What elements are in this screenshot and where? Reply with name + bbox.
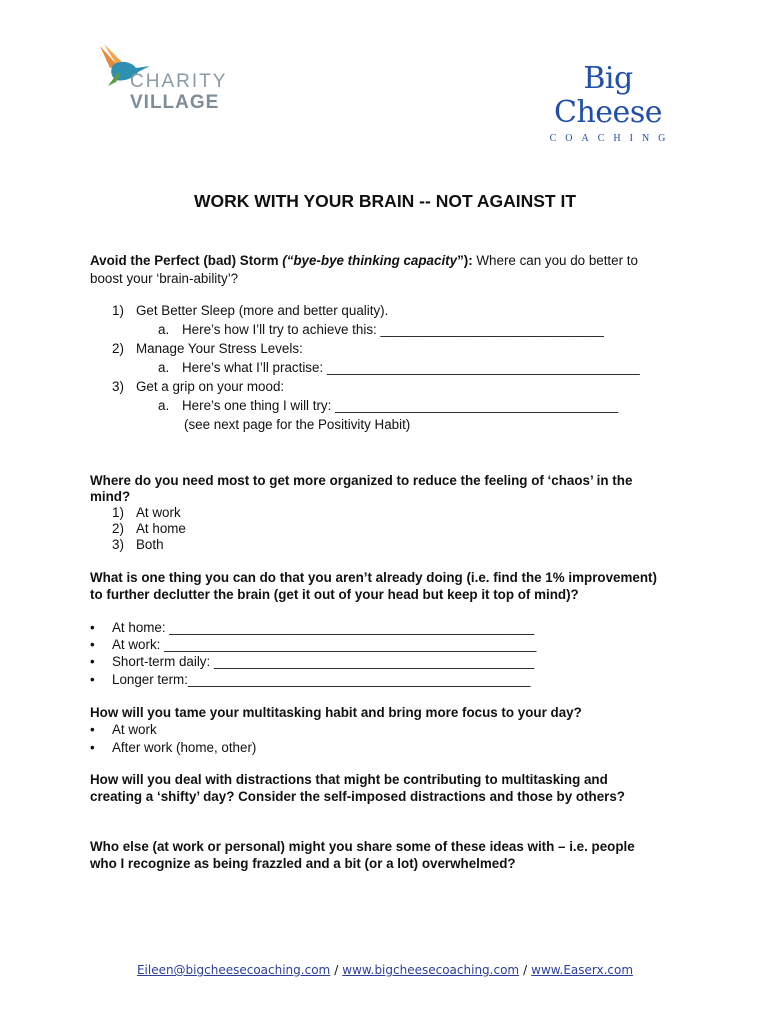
section4-question: How will you tame your multitasking habit and bring more focus to your day? (90, 705, 582, 720)
list-item-text: Both (136, 537, 164, 552)
list-item-text: Manage Your Stress Levels: (136, 341, 303, 356)
section6-question-line2: who I recognize as being frazzled and a bit (or a lot) overwhelmed? (90, 856, 516, 871)
bullet-icon: • (90, 620, 95, 635)
bullet-icon: • (90, 722, 95, 737)
sub-item-text: Here’s what I’ll practise: __________________________________________ (182, 360, 640, 375)
list-number: 1) (112, 505, 124, 520)
bullet-item: Longer term:______________________________________________ (112, 672, 531, 687)
bullet-item: At home: _________________________________________________ (112, 620, 535, 635)
page-title: WORK WITH YOUR BRAIN -- NOT AGAINST IT (193, 191, 577, 211)
footer-separator: / (334, 963, 339, 977)
email-link[interactable]: Eileen@bigcheesecoaching.com (136, 963, 331, 977)
section6-question-line1: Who else (at work or personal) might you share some of these ideas with – i.e. people (90, 839, 635, 854)
charity-village-logo (96, 42, 226, 116)
sub-number: a. (158, 360, 170, 375)
bullet-item: Short-term daily: ___________________________________________ (112, 654, 535, 669)
section1-lead-italic: (“bye-bye thinking capacity (282, 253, 458, 268)
list-item-text: Get Better Sleep (more and better quality). (136, 303, 389, 318)
section5-question-line1: How will you deal with distractions that might be contributing to multitasking and (90, 772, 608, 787)
big-cheese-name: Big Cheese (554, 61, 662, 130)
footer-separator: / (523, 963, 528, 977)
bullet-icon: • (90, 637, 95, 652)
positivity-note: (see next page for the Positivity Habit) (184, 417, 411, 432)
big-cheese-logo (528, 61, 688, 144)
easerx-website-link[interactable]: www.Easerx.com (531, 963, 634, 977)
section1-question-line1 (90, 252, 638, 269)
section1-lead-bold-end: ”): (457, 253, 473, 268)
list-number: 2) (112, 521, 124, 536)
section1-lead-bold: Avoid the Perfect (bad) Storm (90, 253, 283, 268)
sub-item-text: Here’s how I’ll try to achieve this: ______________________________ (182, 322, 604, 337)
list-item-text: At work (136, 505, 181, 520)
section3-question-line1: What is one thing you can do that you aren’t already doing (i.e. find the 1% improvement) (90, 570, 657, 585)
section2-question-line2: mind? (90, 489, 131, 504)
sub-number: a. (158, 322, 170, 337)
section1-question-line2: boost your ‘brain-ability’? (90, 271, 239, 286)
list-number: 3) (112, 537, 124, 552)
footer-links (0, 962, 770, 979)
sub-number: a. (158, 398, 170, 413)
big-cheese-sub: COACHING (549, 133, 675, 144)
list-number: 1) (112, 303, 124, 318)
bullet-item: At work (112, 722, 157, 737)
section3-question-line2: to further declutter the brain (get it out of your head but keep it top of mind)? (90, 587, 579, 602)
list-item (112, 302, 124, 319)
section2-question-line1: Where do you need most to get more organized to reduce the feeling of ‘chaos’ in the (90, 473, 633, 488)
list-number: 2) (112, 341, 124, 356)
list-item (112, 378, 124, 395)
list-number: 3) (112, 379, 124, 394)
list-item (112, 340, 124, 357)
bigcheese-website-link[interactable]: www.bigcheesecoaching.com (342, 963, 520, 977)
bullet-item: After work (home, other) (112, 740, 257, 755)
bullet-icon: • (90, 654, 95, 669)
list-item-text: At home (136, 521, 186, 536)
bullet-icon: • (90, 672, 95, 687)
charity-village-line1: CHARITY (130, 71, 228, 92)
list-item-text: Get a grip on your mood: (136, 379, 285, 394)
section5-question-line2: creating a ‘shifty’ day? Consider the self-imposed distractions and those by others? (90, 789, 625, 804)
bullet-icon: • (90, 740, 95, 755)
bullet-item: At work: __________________________________________________ (112, 637, 537, 652)
charity-village-line2: VILLAGE (130, 92, 220, 113)
section1-lead-rest: Where can you do better to (472, 253, 638, 268)
sub-item-text: Here’s one thing I will try: ______________________________________ (182, 398, 619, 413)
